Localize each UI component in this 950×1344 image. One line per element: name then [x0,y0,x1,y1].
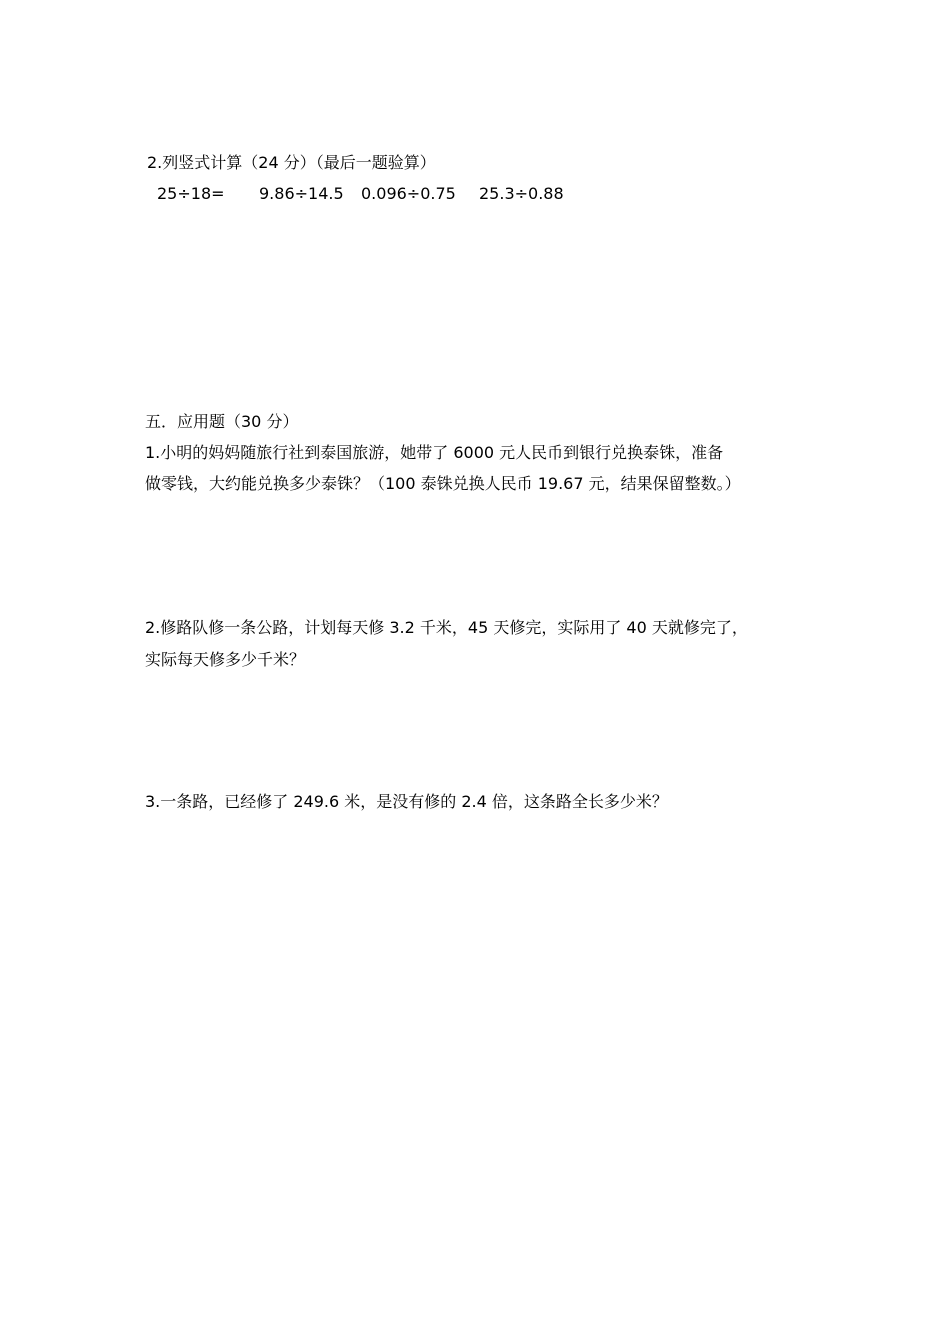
question-3-line-1: 3.一条路，已经修了 249.6 米，是没有修的 2.4 倍，这条路全长多少米？ [145,792,668,811]
question-1-line-1: 1.小明的妈妈随旅行社到泰国旅游，她带了 6000 元人民币到银行兑换泰铢，准备 [145,443,724,462]
calc-problem-4: 25.3÷0.88 [479,184,564,203]
calc-problem-1: 25÷18= [157,184,225,203]
question-2-line-1: 2.修路队修一条公路，计划每天修 3.2 千米，45 天修完，实际用了 40 天就修完了， [145,618,748,637]
calc-problem-3: 0.096÷0.75 [361,184,456,203]
question-1-line-2: 做零钱，大约能兑换多少泰铢？（100 泰铢兑换人民币 19.67 元，结果保留整数。） [145,474,741,493]
section-2-heading: 2.列竖式计算（24 分）（最后一题验算） [147,153,436,172]
question-2-line-2: 实际每天修多少千米？ [145,650,306,669]
section-5-heading: 五．应用题（30 分） [145,412,299,431]
calc-problem-2: 9.86÷14.5 [259,184,344,203]
